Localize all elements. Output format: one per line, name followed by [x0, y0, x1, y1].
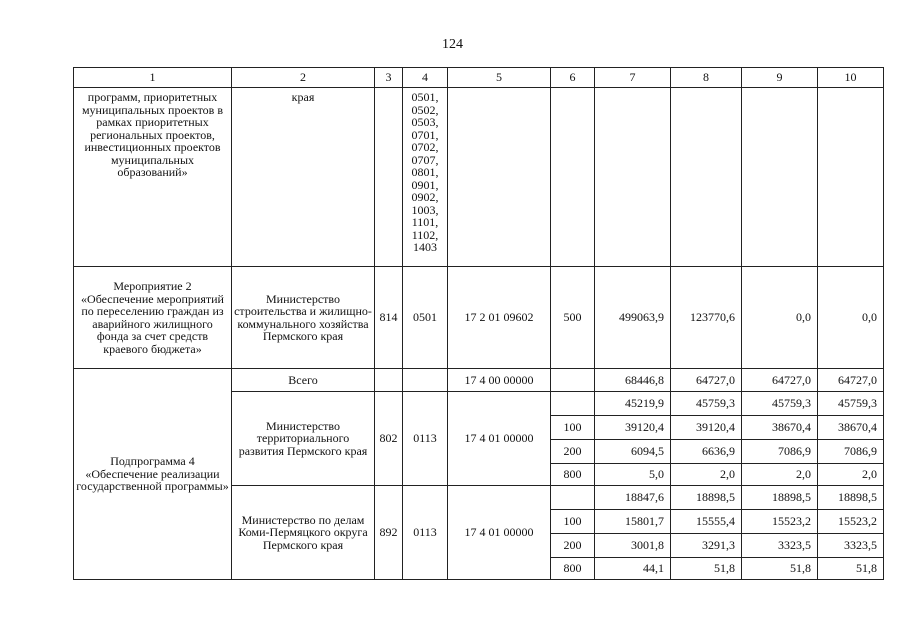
value-cell: 7086,9	[818, 440, 884, 464]
empty-cell	[375, 88, 403, 267]
ministry-cell: Министерство по делам Коми-Пермяцкого округа Пермского края	[232, 486, 375, 580]
col-header: 1	[74, 68, 232, 88]
expense-type-cell: 500	[551, 267, 595, 369]
value-cell: 45219,9	[595, 392, 671, 416]
table-row-measure-2	[74, 267, 884, 369]
value-cell: 499063,9	[595, 267, 671, 369]
value-cell: 39120,4	[671, 416, 742, 440]
value-cell: 64727,0	[818, 369, 884, 392]
empty-cell	[551, 369, 595, 392]
measure-name-cell: Мероприятие 2 «Обеспечение мероприятий по переселению граждан из аварийного жилищного фонда за счет средств краевого бюджета»	[74, 267, 232, 369]
value-cell: 3323,5	[818, 534, 884, 558]
value-cell: 6094,5	[595, 440, 671, 464]
expense-type-cell: 200	[551, 534, 595, 558]
value-cell: 39120,4	[595, 416, 671, 440]
col-header: 5	[448, 68, 551, 88]
target-article-cell: 17 4 01 00000	[448, 392, 551, 486]
value-cell: 0,0	[742, 267, 818, 369]
expense-type-cell: 800	[551, 464, 595, 486]
value-cell: 45759,3	[818, 392, 884, 416]
ministry-code-cell: 814	[375, 267, 403, 369]
value-cell: 38670,4	[742, 416, 818, 440]
ministry-code-cell: 802	[375, 392, 403, 486]
empty-cell	[375, 369, 403, 392]
value-cell: 3323,5	[742, 534, 818, 558]
col-header: 8	[671, 68, 742, 88]
total-label-cell: Всего	[232, 369, 375, 392]
value-cell: 7086,9	[742, 440, 818, 464]
value-cell: 51,8	[742, 558, 818, 580]
col-header: 6	[551, 68, 595, 88]
expense-type-cell	[551, 392, 595, 416]
col-header: 3	[375, 68, 403, 88]
value-cell: 45759,3	[742, 392, 818, 416]
col-header: 2	[232, 68, 375, 88]
value-cell: 45759,3	[671, 392, 742, 416]
empty-cell	[671, 88, 742, 267]
empty-cell	[403, 369, 448, 392]
value-cell: 18847,6	[595, 486, 671, 510]
value-cell: 64727,0	[742, 369, 818, 392]
ministry-cell: Министерство строительства и жилищно-коммунального хозяйства Пермского края	[232, 267, 375, 369]
value-cell: 0,0	[818, 267, 884, 369]
target-article-cell: 17 4 00 00000	[448, 369, 551, 392]
value-cell: 64727,0	[671, 369, 742, 392]
value-cell: 18898,5	[818, 486, 884, 510]
expense-type-cell: 100	[551, 510, 595, 534]
value-cell: 6636,9	[671, 440, 742, 464]
section-codes-cell: 0501, 0502, 0503, 0701, 0702, 0707, 0801, 0901, 0902, 1003, 1101, 1102, 1403	[403, 88, 448, 267]
value-cell: 15523,2	[818, 510, 884, 534]
table-row-program-continuation	[74, 88, 884, 267]
section-code-cell: 0113	[403, 486, 448, 580]
expense-type-cell: 800	[551, 558, 595, 580]
value-cell: 44,1	[595, 558, 671, 580]
section-code-cell: 0501	[403, 267, 448, 369]
col-header: 9	[742, 68, 818, 88]
ministry-cell: Министерство территориального развития Пермского края	[232, 392, 375, 486]
value-cell: 38670,4	[818, 416, 884, 440]
value-cell: 123770,6	[671, 267, 742, 369]
value-cell: 3001,8	[595, 534, 671, 558]
expense-type-cell: 200	[551, 440, 595, 464]
ministry-cell: края	[232, 88, 375, 267]
value-cell: 68446,8	[595, 369, 671, 392]
value-cell: 15801,7	[595, 510, 671, 534]
program-name-cell: программ, приоритетных муниципальных проектов в рамках приоритетных региональных проектов, инвестиционных проектов муниципальных образований»	[74, 88, 232, 267]
target-article-cell: 17 4 01 00000	[448, 486, 551, 580]
col-header: 4	[403, 68, 448, 88]
value-cell: 3291,3	[671, 534, 742, 558]
value-cell: 2,0	[818, 464, 884, 486]
value-cell: 2,0	[671, 464, 742, 486]
value-cell: 15523,2	[742, 510, 818, 534]
expense-type-cell: 100	[551, 416, 595, 440]
value-cell: 18898,5	[671, 486, 742, 510]
table-row-subprogram-total	[74, 369, 884, 392]
value-cell: 18898,5	[742, 486, 818, 510]
budget-table	[73, 67, 884, 580]
target-article-cell: 17 2 01 09602	[448, 267, 551, 369]
col-header: 10	[818, 68, 884, 88]
value-cell: 5,0	[595, 464, 671, 486]
empty-cell	[742, 88, 818, 267]
value-cell: 2,0	[742, 464, 818, 486]
empty-cell	[818, 88, 884, 267]
header-row	[74, 68, 884, 88]
section-code-cell: 0113	[403, 392, 448, 486]
col-header: 7	[595, 68, 671, 88]
value-cell: 51,8	[671, 558, 742, 580]
expense-type-cell	[551, 486, 595, 510]
empty-cell	[448, 88, 551, 267]
ministry-code-cell: 892	[375, 486, 403, 580]
value-cell: 51,8	[818, 558, 884, 580]
page-number: 124	[442, 37, 463, 52]
empty-cell	[595, 88, 671, 267]
empty-cell	[551, 88, 595, 267]
subprogram-name-cell: Подпрограмма 4 «Обеспечение реализации государственной программы»	[74, 369, 232, 580]
value-cell: 15555,4	[671, 510, 742, 534]
